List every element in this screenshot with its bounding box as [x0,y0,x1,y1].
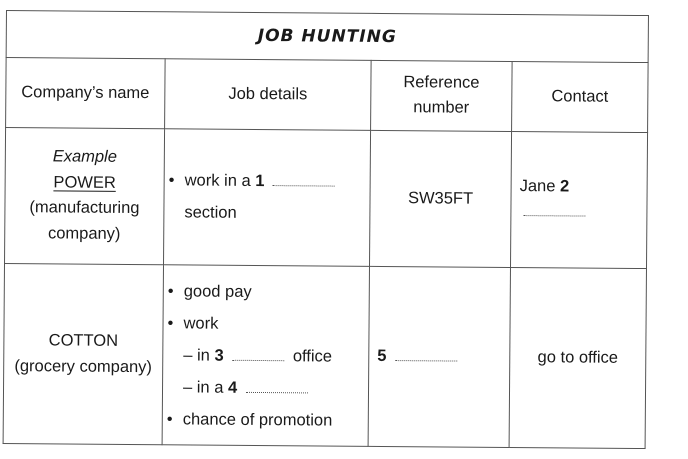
header-job-details: Job details [165,59,372,130]
list-item [167,307,364,341]
header-row [6,58,649,132]
detail-text: work in a [184,171,251,191]
example-label: Example [52,147,118,167]
list-item [167,403,364,437]
detail-text: – in [183,345,210,365]
question-number: 1 [255,172,265,191]
answer-blank-5[interactable] [395,346,457,361]
list-item [168,275,365,309]
detail-text: work [183,313,219,333]
question-number: 2 [559,177,570,196]
question-number: 5 [377,346,387,365]
table-row-power [5,127,648,269]
answer-blank-1[interactable] [273,171,335,186]
bullet-icon: • [168,171,175,190]
company-name: POWER [53,173,116,192]
job-details-list [168,165,365,231]
detail-text: – in a [182,377,224,397]
detail-text: section [184,203,237,223]
bullet-icon: • [167,281,174,300]
job-details-cell [164,128,371,266]
answer-blank-4[interactable] [246,377,308,392]
question-number: 4 [227,378,238,397]
header-company-name: Company’s name [6,58,166,129]
bullet-icon: • [166,409,173,428]
table-row-cotton [3,264,646,449]
detail-text: office [292,346,333,366]
question-number: 3 [214,346,224,365]
bullet-icon: • [167,313,174,332]
list-item [169,165,366,199]
contact-cell [510,131,647,269]
list-item [167,339,364,373]
header-contact: Contact [512,62,649,132]
company-cell [5,127,165,265]
list-item [167,371,364,405]
company-cell [3,264,163,445]
contact-text: Jane [519,176,556,196]
detail-text: good pay [183,281,252,301]
header-reference-number: Reference number [371,61,513,131]
job-details-cell [162,265,369,446]
company-description: (manufacturing company) [29,198,140,243]
contact-cell: go to office [509,268,646,449]
company-description: (grocery company) [14,356,153,376]
job-hunting-table [3,10,649,449]
detail-text: chance of promotion [182,409,333,430]
reference-cell [368,267,510,448]
job-details-list [167,275,365,437]
job-hunting-form [3,10,648,449]
table-title: JOB HUNTING [6,11,648,63]
answer-blank-2[interactable] [523,201,585,216]
list-item [168,197,365,231]
reference-cell: SW35FT [369,130,511,268]
company-name: COTTON [48,331,119,350]
answer-blank-3[interactable] [232,345,284,360]
